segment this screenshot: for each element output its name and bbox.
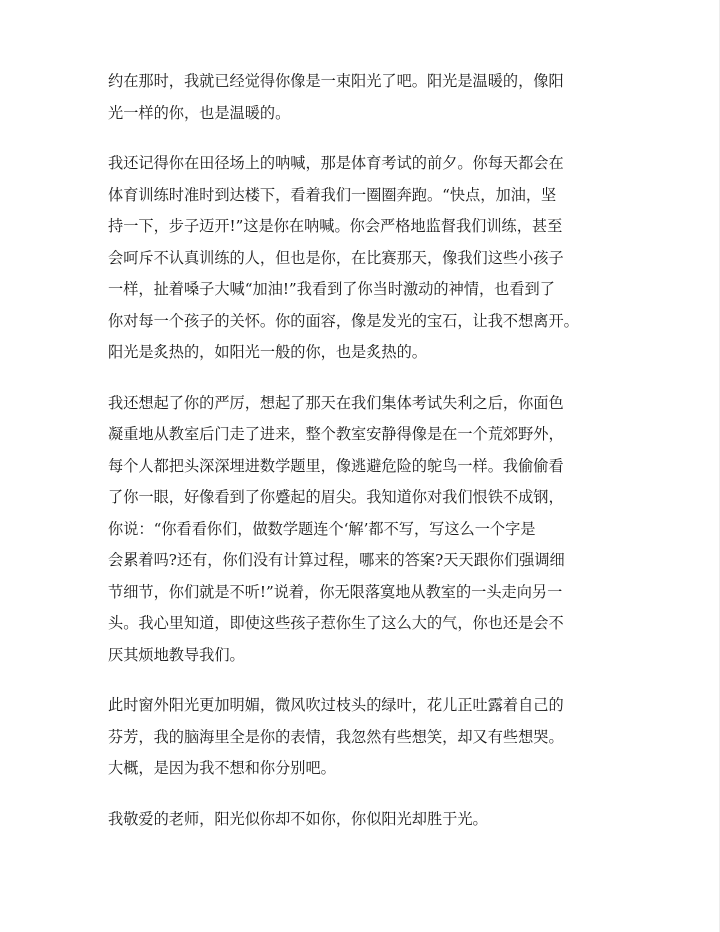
text-line: 了你一眼，好像看到了你蹙起的眉尖。我知道你对我们恨铁不成钢， bbox=[108, 488, 564, 506]
text-line: 此时窗外阳光更加明媚，微风吹过枝头的绿叶，花儿正吐露着自己的 bbox=[108, 696, 564, 714]
text-line: 节细节，你们就是不听!”说着，你无限落寞地从教室的一头走向另一 bbox=[108, 582, 563, 601]
text-line: 芬芳，我的脑海里全是你的表情，我忽然有些想笑，却又有些想哭。 bbox=[108, 727, 564, 746]
paragraph-5 bbox=[108, 804, 628, 836]
text-line: 厌其烦地教导我们。 bbox=[108, 645, 245, 664]
text-line: 大概，是因为我不想和你分别吧。 bbox=[108, 759, 336, 777]
paragraph-2 bbox=[108, 148, 628, 369]
text-line: 我还想起了你的严厉，想起了那天在我们集体考试失利之后，你面色 bbox=[108, 393, 564, 412]
text-line: 凝重地从教室后门走了进来，整个教室安静得像是在一个荒郊野外， bbox=[108, 425, 564, 443]
essay-body bbox=[108, 66, 628, 854]
paragraph-4 bbox=[108, 690, 628, 785]
text-line: 持一下，步子迈开!”这是你在呐喊。你会严格地监督我们训练，甚至 bbox=[108, 217, 563, 235]
paragraph-3 bbox=[108, 388, 628, 672]
text-line: 阳光是炙热的，如阳光一般的你，也是炙热的。 bbox=[108, 343, 427, 361]
text-line: 一样，扯着嗓子大喊“加油!”我看到了你当时激动的神情，也看到了 bbox=[108, 280, 555, 298]
text-line: 体育训练时准时到达楼下，看着我们一圈圈奔跑。“快点，加油，坚 bbox=[108, 185, 557, 204]
text-line: 会呵斥不认真训练的人，但也是你，在比赛那天，像我们这些小孩子 bbox=[108, 248, 564, 267]
text-line: 光一样的你，也是温暖的。 bbox=[108, 103, 291, 122]
text-line: 约在那时，我就已经觉得你像是一束阳光了吧。阳光是温暖的，像阳 bbox=[108, 72, 564, 90]
paragraph-1 bbox=[108, 66, 628, 129]
text-line: 我还记得你在田径场上的呐喊，那是体育考试的前夕。你每天都会在 bbox=[108, 154, 564, 172]
text-line: 会累着吗?还有，你们没有计算过程，哪来的答案?天天跟你们强调细 bbox=[108, 551, 565, 569]
text-line: 我敬爱的老师，阳光似你却不如你，你似阳光却胜于光。 bbox=[108, 809, 488, 828]
text-line: 你说：“你看看你们，做数学题连个‘解’都不写，写这么一个字是 bbox=[108, 519, 536, 538]
text-line: 头。我心里知道，即使这些孩子惹你生了这么大的气，你也还是会不 bbox=[108, 614, 564, 632]
text-line: 你对每一个孩子的关怀。你的面容，像是发光的宝石，让我不想离开。 bbox=[108, 311, 579, 330]
text-line: 每个人都把头深深埋进数学题里，像逃避危险的鸵鸟一样。我偷偷看 bbox=[108, 456, 564, 475]
